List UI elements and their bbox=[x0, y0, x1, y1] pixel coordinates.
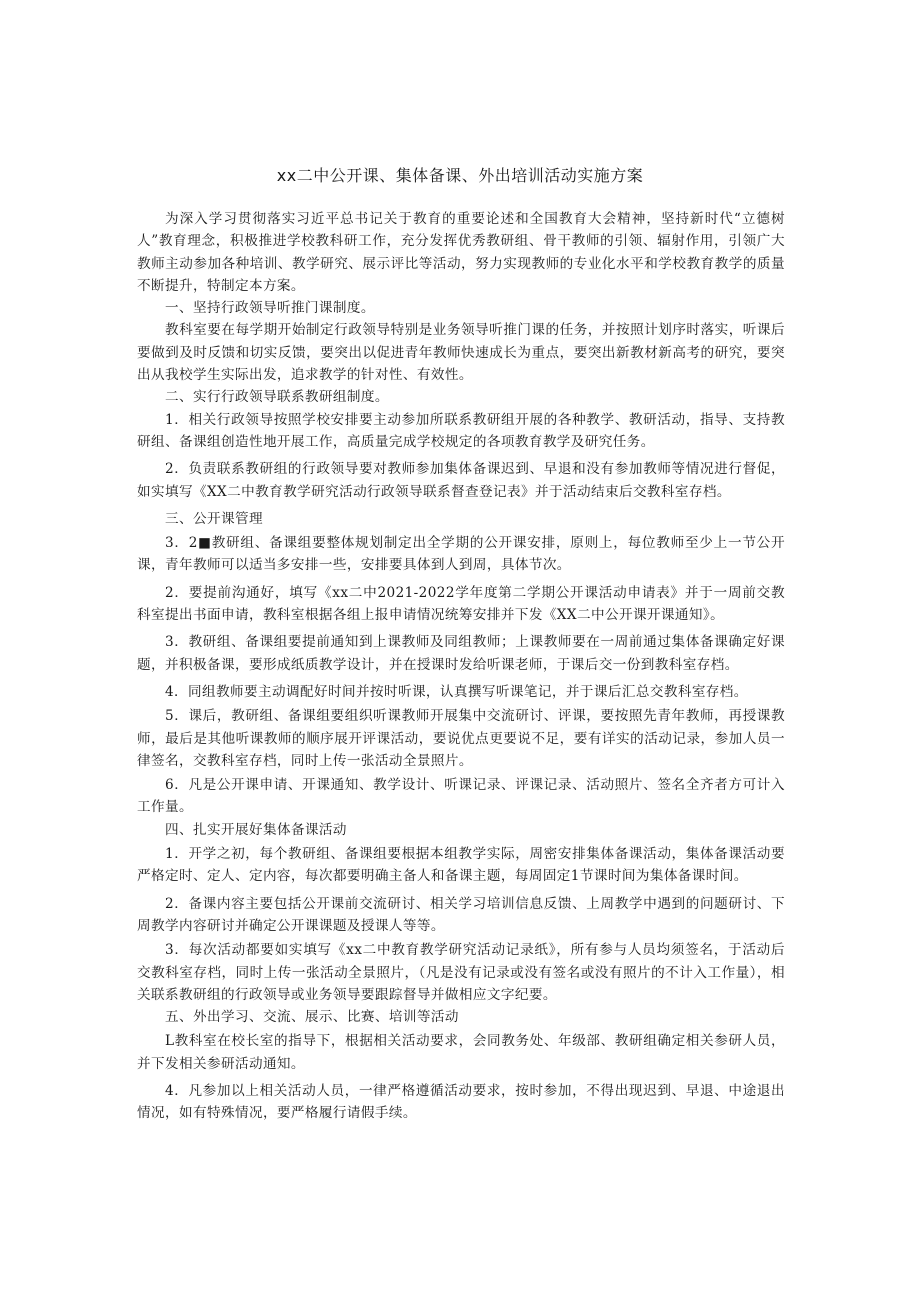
section-heading-2: 二、实行行政领导联系教研组制度。 bbox=[165, 389, 389, 406]
section-4-item-2: 2．备课内容主要包括公开课前交流研讨、相关学习培训信息反馈、上周教学中遇到的问题研讨、下周教学内容研讨并确定公开课课题及授课人等等。 bbox=[137, 895, 785, 934]
section-5-item-1: L教科室在校长室的指导下，根据相关活动要求，会同教务处、年级部、教研组确定相关参研人员，并下发相关参研活动通知。 bbox=[137, 1033, 785, 1072]
section-3-item-3: 3．教研组、备课组要提前通知到上课教师及同组教师；上课教师要在一周前通过集体备课确定好课题，并积极备课，要形成纸质教学设计，并在授课时发给听课老师，于课后交一份到教科室存档。 bbox=[137, 634, 785, 673]
section-heading-4: 四、扎实开展好集体备课活动 bbox=[165, 821, 347, 838]
section-heading-3: 三、公开课管理 bbox=[165, 510, 263, 527]
section-3-item-5: 5．课后，教研组、备课组要组织听课教师开展集中交流研讨、评课，要按照先青年教师，再授课教师，最后是其他听课教师的顺序展开评课活动，要说优点更要说不足，要有详实的活动记录，参加人员一律签名，交教科室存档，同时上传一张活动全景照片。 bbox=[137, 708, 785, 769]
section-5-item-2: 4．凡参加以上相关活动人员，一律严格遵循活动要求，按时参加，不得出现迟到、早退、中途退出情况，如有特殊情况，要严格履行请假手续。 bbox=[137, 1082, 785, 1122]
section-3-item-1: 3．2■教研组、备课组要整体规划制定出全学期的公开课安排，原则上，每位教师至少上一节公开课，青年教师可以适当多安排一些，安排要具体到人到周，具体节次。 bbox=[137, 535, 785, 574]
section-heading-5: 五、外出学习、交流、展示、比赛、培训等活动 bbox=[165, 1009, 459, 1026]
section-1-paragraph: 教科室要在每学期开始制定行政领导特别是业务领导听推门课的任务，并按照计划序时落实，听课后要做到及时反馈和切实反馈，要突出以促进青年教师快速成长为重点，要突出新教材新高考的研究，要突出从我校学生实际出发，追求教学的针对性、有效性。 bbox=[137, 322, 785, 384]
document-title: xx二中公开课、集体备课、外出培训活动实施方案 bbox=[276, 166, 644, 185]
section-3-item-4: 4．同组教师要主动调配好时间并按时听课，认真撰写听课笔记，并于课后汇总交教科室存档。 bbox=[165, 683, 748, 700]
document-body bbox=[137, 208, 785, 1125]
section-3-item-2: 2．要提前沟通好，填写《xx二中2021-2022学年度第二学期公开课活动申请表》并于一周前交教科室提出书面申请，教科室根据各组上报申请情况统筹安排并下发《XX二中公开课开课通知》。 bbox=[137, 584, 785, 624]
section-4-item-3: 3．每次活动都要如实填写《xx二中教育教学研究活动记录纸》，所有参与人员均须签名，于活动后交教科室存档，同时上传一张活动全景照片，（凡是没有记录或没有签名或没有照片的不计入工作量），相关联系教研组的行政领导或业务领导要跟踪督导并做相应文字纪要。 bbox=[137, 942, 785, 1003]
section-4-item-1: 1．开学之初，每个教研组、备课组要根据本组教学实际，周密安排集体备课活动，集体备课活动要严格定时、定人、定内容，每次都要明确主备人和备课主题，每周固定1节课时间为集体备课时间。 bbox=[137, 846, 785, 885]
section-2-item-2: 2．负责联系教研组的行政领导要对教师参加集体备课迟到、早退和没有参加教师等情况进行督促，如实填写《XX二中教育教学研究活动行政领导联系督查登记表》并于活动结束后交教科室存档。 bbox=[137, 461, 785, 500]
section-3-item-6: 6．凡是公开课申请、开课通知、教学设计、听课记录、评课记录、活动照片、签名全齐者方可计入工作量。 bbox=[137, 777, 785, 816]
section-heading-1: 一、坚持行政领导听推门课制度。 bbox=[165, 300, 375, 317]
section-2-item-1: 1．相关行政领导按照学校安排要主动参加所联系教研组开展的各种教学、教研活动，指导、支持教研组、备课组创造性地开展工作，高质量完成学校规定的各项教育教学及研究任务。 bbox=[137, 411, 785, 450]
intro-paragraph: 为深入学习贯彻落实习近平总书记关于教育的重要论述和全国教育大会精神，坚持新时代“立德树人”教育理念，积极推进学校教科研工作，充分发挥优秀教研组、骨干教师的引领、辐射作用，引领广大教师主动参加各种培训、教学研究、展示评比等活动，努力实现教师的专业化水平和学校教育教学的质量不断提升，特制定本方案。 bbox=[137, 211, 785, 294]
